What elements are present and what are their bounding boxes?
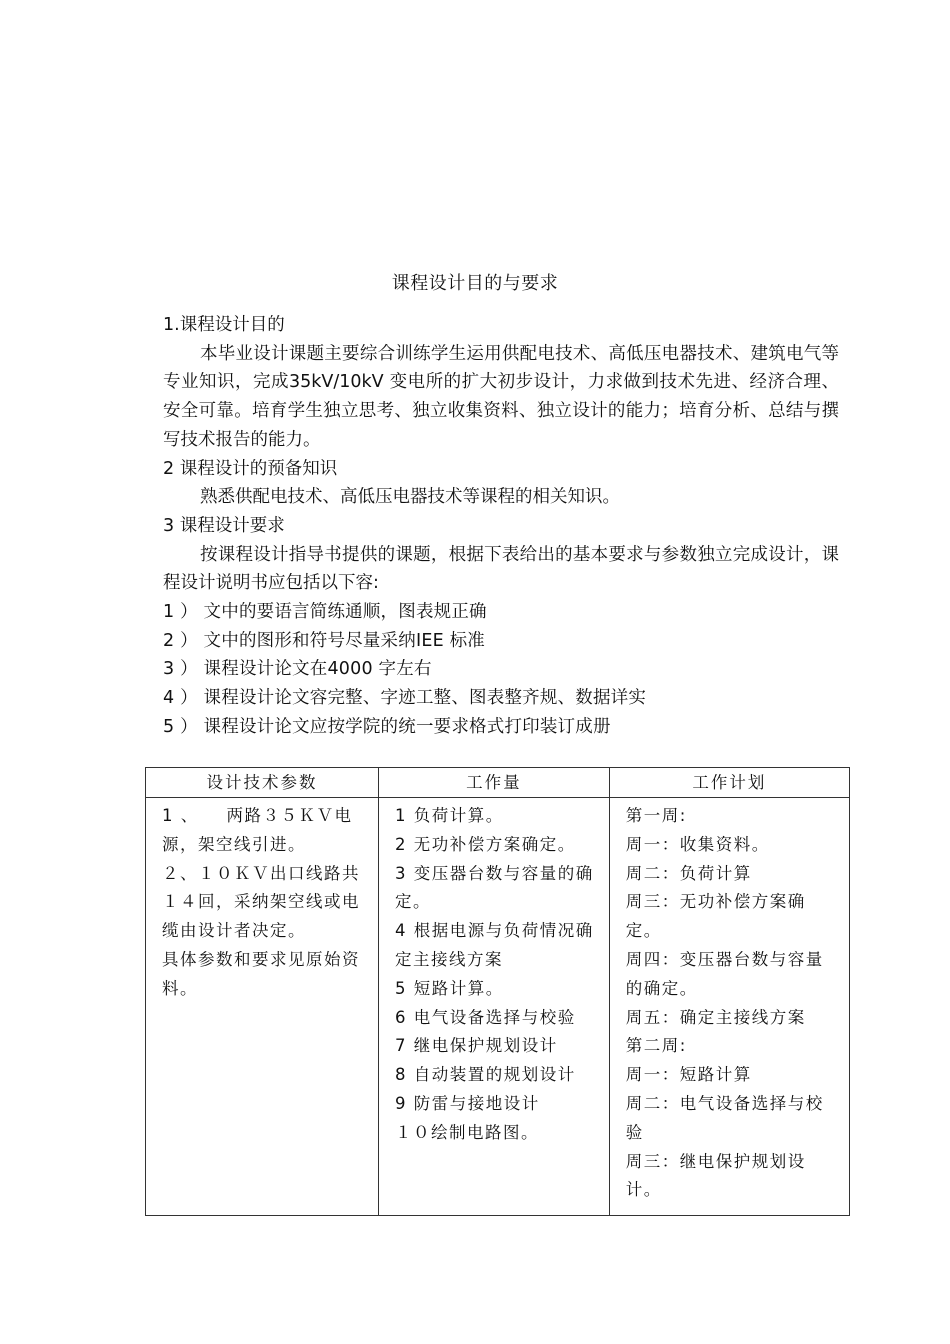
param-line: 具体参数和要求见原始资料。	[162, 949, 360, 998]
workload-item: 7 继电保护规划设计	[394, 1036, 558, 1056]
workload-item: 2 无功补偿方案确定。	[394, 834, 576, 854]
schedule-item: 周二：负荷计算	[625, 863, 752, 883]
workload-item: 3 变压器台数与容量的确定。	[394, 863, 594, 912]
param-line: 1 、 两路３５ＫＶ电源，架空线引进。	[162, 806, 353, 854]
workload-item: 9 防雷与接地设计	[394, 1093, 540, 1113]
schedule-item: 第一周:	[625, 806, 687, 825]
requirement-item: 4 ） 课程设计论文容完整、字迹工整、图表整齐规、数据详实	[163, 688, 647, 709]
workload-item: 1 负荷计算。	[394, 806, 504, 825]
section-paragraph-prerequisites: 熟悉供配电技术、高低压电器技术等课程的相关知识。	[200, 487, 620, 508]
section-heading-prerequisites: 2 课程设计的预备知识	[163, 458, 338, 479]
section-heading-requirements: 3 课程设计要求	[163, 515, 285, 536]
schedule-item: 周二：电气设备选择与校验	[625, 1093, 824, 1142]
requirement-item: 2 ） 文中的图形和符号尽量采纳IEE 标准	[163, 630, 485, 651]
workload-item: 5 短路计算。	[394, 978, 504, 998]
table-row	[146, 798, 850, 1216]
requirement-item: 5 ） 课程设计论文应按学院的统一要求格式打印装订成册	[163, 716, 611, 737]
workload-item: １０绘制电路图。	[394, 1122, 539, 1142]
page-title: 课程设计目的与要求	[391, 273, 559, 294]
header-work-plan: 工作计划	[609, 768, 849, 798]
workload-item: 8 自动装置的规划设计	[394, 1065, 576, 1085]
document-body	[163, 311, 839, 742]
schedule-item: 周五：确定主接线方案	[625, 1007, 806, 1027]
requirement-item: 1 ） 文中的要语言简练通顺，图表规正确	[163, 602, 487, 623]
schedule-item: 周一：短路计算	[625, 1065, 752, 1085]
workload-item: 6 电气设备选择与校验	[394, 1007, 576, 1027]
schedule-item: 第二周:	[625, 1036, 687, 1056]
schedule-item: 周三：继电保护规划设计。	[625, 1151, 806, 1200]
table-header-row	[146, 768, 850, 798]
section-paragraph-purpose: 本毕业设计课题主要综合训练学生运用供配电技术、高低压电器技术、建筑电气等专业知识，完成35kV/10kV 变电所的扩大初步设计，力求做到技术先进、经济合理、安全可靠。培育学生独立思考、独立收集资料、独立设计的能力；培育分析、总结与撰写技术报告的能力。	[163, 343, 839, 450]
schedule-item: 周三：无功补偿方案确定。	[625, 892, 806, 941]
schedule-item: 周一：收集资料。	[625, 834, 770, 854]
workload-item: 4 根据电源与负荷情况确定主接线方案	[394, 921, 594, 969]
schedule-item: 周四：变压器台数与容量的确定。	[625, 949, 824, 998]
section-heading-purpose: 1.课程设计目的	[163, 315, 285, 335]
cell-design-parameters	[146, 798, 379, 1216]
header-workload: 工作量	[378, 768, 609, 798]
section-paragraph-requirements: 按课程设计指导书提供的课题，根据下表给出的基本要求与参数独立完成设计，课程设计说明书应包括以下容:	[163, 544, 839, 594]
cell-work-plan	[609, 798, 849, 1216]
requirement-item: 3 ） 课程设计论文在4000 字左右	[163, 659, 432, 680]
header-design-parameters: 设计技术参数	[146, 768, 379, 798]
param-line: ２、１０ＫＶ出口线路共１４回，采纳架空线或电缆由设计者决定。	[162, 863, 360, 941]
cell-workload	[378, 798, 609, 1216]
design-plan-table	[145, 767, 850, 1216]
